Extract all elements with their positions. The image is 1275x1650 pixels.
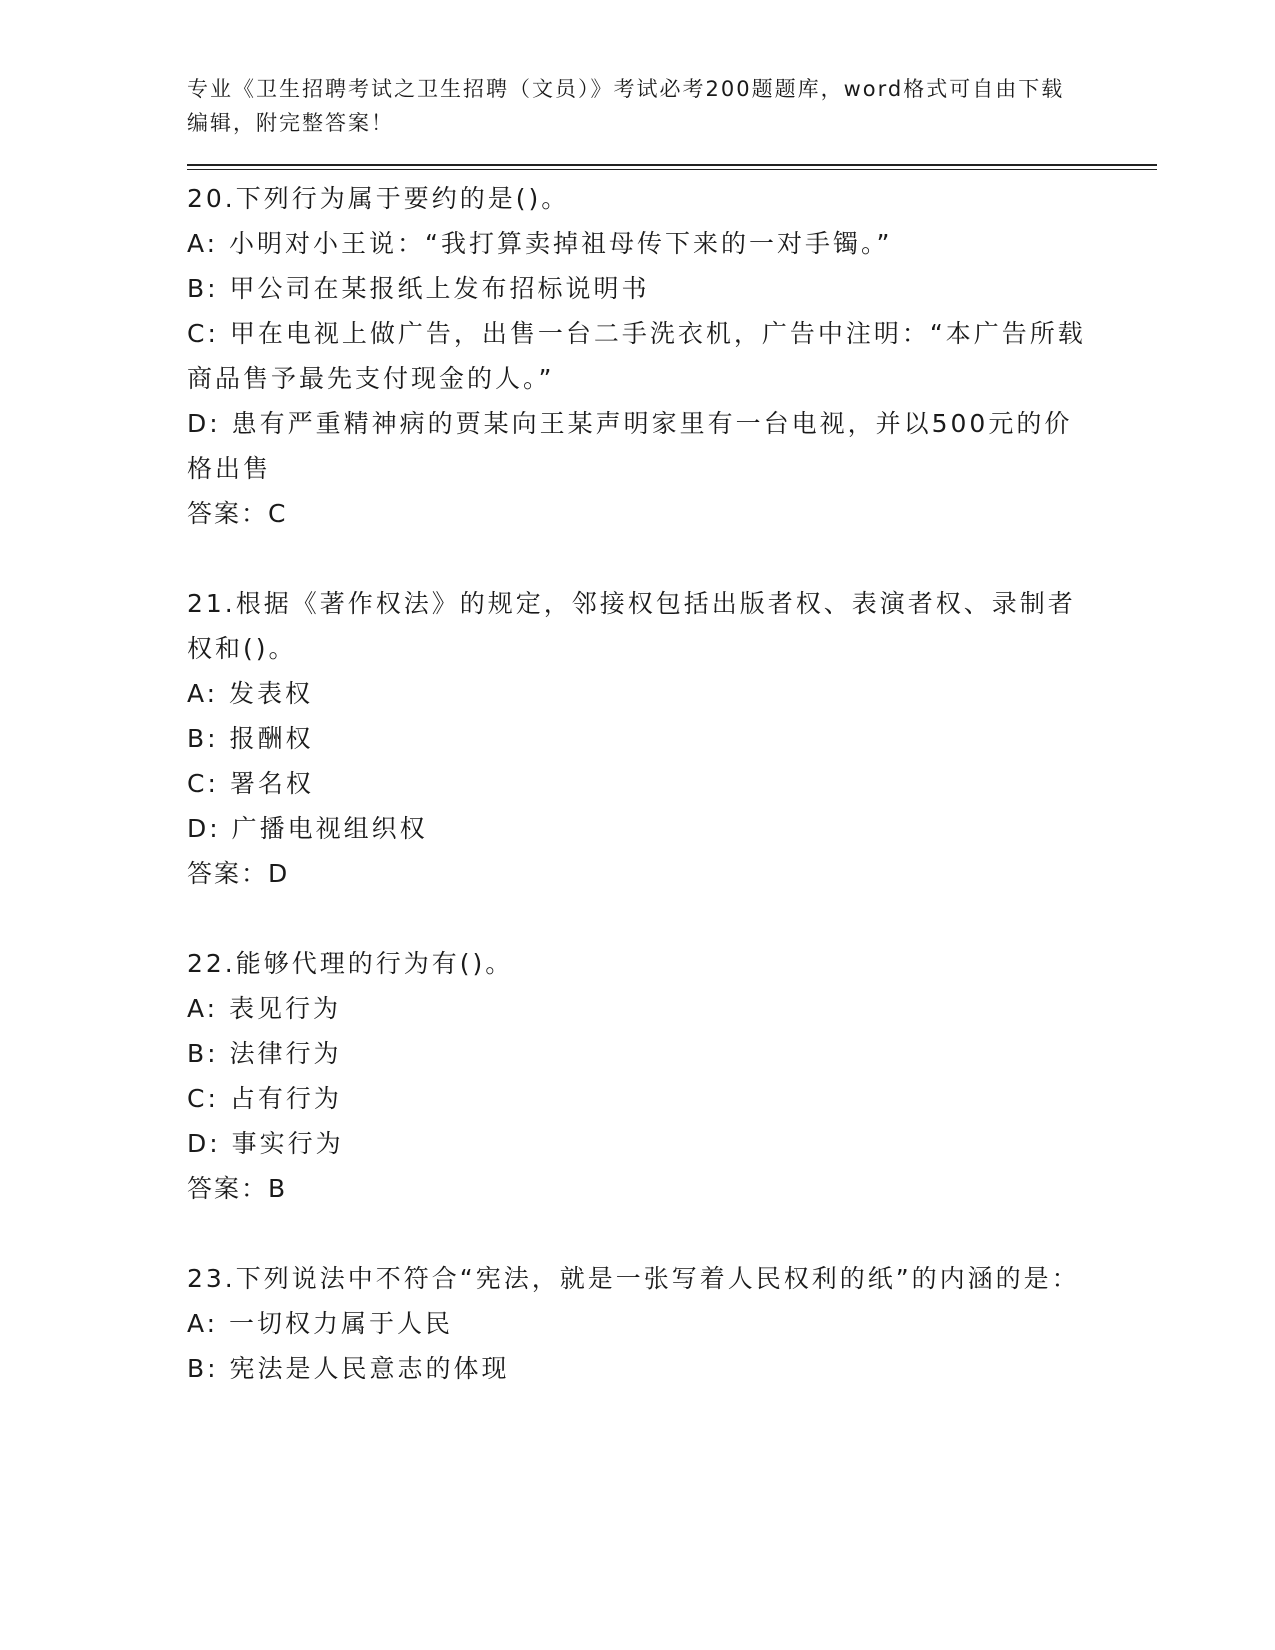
option-d: D: 患有严重精神病的贾某向王某声明家里有一台电视，并以500元的价格出售 — [187, 409, 1073, 483]
option-a: A: 小明对小王说：“我打算卖掉祖母传下来的一对手镯。” — [187, 229, 893, 258]
question-stem: 22.能够代理的行为有()。 — [187, 949, 514, 978]
question-stem: 23.下列说法中不符合“宪法，就是一张写着人民权利的纸”的内涵的是： — [187, 1264, 1080, 1293]
header-divider — [187, 164, 1157, 170]
answer-line: 答案：B — [187, 1174, 288, 1203]
question-list — [187, 176, 1087, 1391]
option-d: D: 广播电视组织权 — [187, 814, 428, 843]
option-a: A: 发表权 — [187, 679, 314, 708]
question-item — [187, 941, 1087, 1211]
question-stem: 21.根据《著作权法》的规定，邻接权包括出版者权、表演者权、录制者权和()。 — [187, 589, 1076, 663]
option-a: A: 一切权力属于人民 — [187, 1309, 454, 1338]
option-b: B: 法律行为 — [187, 1039, 342, 1068]
option-d: D: 事实行为 — [187, 1129, 344, 1158]
question-item — [187, 1256, 1087, 1391]
option-a: A: 表见行为 — [187, 994, 342, 1023]
answer-line: 答案：D — [187, 859, 290, 888]
option-b: B: 宪法是人民意志的体现 — [187, 1354, 510, 1383]
option-b: B: 报酬权 — [187, 724, 314, 753]
option-c: C: 甲在电视上做广告，出售一台二手洗衣机，广告中注明：“本广告所载商品售予最先支付现金的人。” — [187, 319, 1086, 393]
question-stem: 20.下列行为属于要约的是()。 — [187, 184, 570, 213]
answer-line: 答案：C — [187, 499, 288, 528]
option-c: C: 署名权 — [187, 769, 314, 798]
document-header: 专业《卫生招聘考试之卫生招聘（文员）》考试必考200题题库，word格式可自由下载编辑，附完整答案！ — [187, 77, 1065, 135]
question-item — [187, 176, 1087, 536]
option-c: C: 占有行为 — [187, 1084, 342, 1113]
option-b: B: 甲公司在某报纸上发布招标说明书 — [187, 274, 650, 303]
document-page — [187, 72, 1157, 1436]
question-item — [187, 581, 1087, 896]
